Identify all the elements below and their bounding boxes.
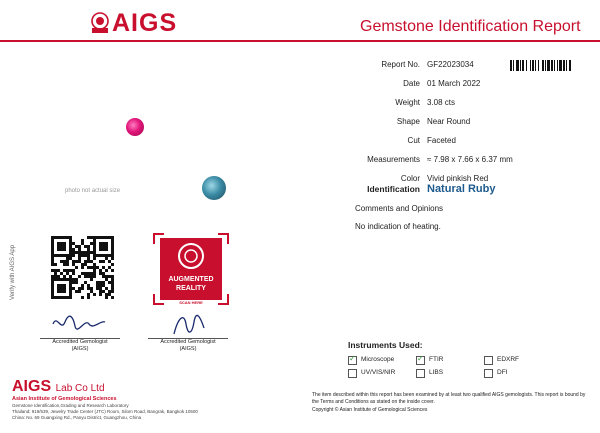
- footer-tagline: Gemstone Identification,Grading and Research Laboratory: [12, 403, 129, 408]
- augmented-reality-badge[interactable]: [152, 232, 230, 306]
- comments-label: Comments and Opinions: [355, 204, 444, 213]
- instrument-label: EDXRF: [497, 356, 520, 363]
- report-title: Gemstone Identification Report: [360, 18, 581, 35]
- field-label: Cut: [407, 136, 420, 145]
- instrument-label: LIBS: [429, 369, 444, 376]
- hologram-sticker: [202, 176, 226, 200]
- field-value: 3.08 cts: [427, 98, 456, 107]
- signature-2: [168, 308, 208, 338]
- instrument-label: UV/VIS/NIR: [361, 369, 396, 376]
- footer-institute: Asian Institute of Gemological Sciences: [12, 396, 117, 402]
- ar-line1: AUGMENTED: [168, 276, 214, 283]
- barcode: [510, 60, 590, 71]
- field-label: Shape: [396, 117, 420, 126]
- signature-caption-1: [40, 339, 120, 353]
- instrument-checkbox[interactable]: [348, 356, 357, 365]
- field-value: ≈ 7.98 x 7.66 x 6.37 mm: [427, 155, 513, 164]
- signature-caption-2: [148, 339, 228, 353]
- signature-org-2: (AIGS): [179, 345, 197, 352]
- field-value: 01 March 2022: [427, 79, 481, 88]
- footer-china: China: No. 69 Guangxing Rd., Panyu District, Guangzhou, China: [12, 415, 142, 420]
- instruments-title: Instruments Used:: [348, 340, 423, 350]
- comments-value: No indication of heating.: [355, 222, 441, 231]
- field-label: Weight: [395, 98, 420, 107]
- gemstone-photo: [126, 118, 144, 136]
- photo-note: photo not actual size: [65, 188, 121, 194]
- instrument-checkbox[interactable]: [416, 369, 425, 378]
- instrument-label: Microscope: [361, 356, 395, 363]
- identification-label: Identification: [367, 184, 420, 194]
- verify-text: Verify with AIGS App: [10, 244, 16, 300]
- field-label: Measurements: [367, 155, 420, 164]
- instrument-label: FTIR: [429, 356, 444, 363]
- field-value: GF22023034: [427, 60, 474, 69]
- instrument-label: DFI: [497, 369, 508, 376]
- field-value: Faceted: [427, 136, 456, 145]
- footer-logo-suffix: Lab Co Ltd: [55, 383, 105, 394]
- signature-org-1: (AIGS): [71, 345, 89, 352]
- ar-line2: REALITY: [176, 285, 206, 292]
- instrument-checkbox[interactable]: [484, 369, 493, 378]
- field-value: Vivid pinkish Red: [427, 174, 489, 183]
- aigs-seal-icon: [90, 12, 110, 34]
- footer-logo-text: AIGS: [12, 378, 52, 395]
- disclaimer: The item described within this report has been examined by at least two qualified AIGS gemologists. This report is bound by the Terms and Conditions as stated on the inside cover.: [312, 392, 586, 405]
- field-label: Color: [400, 174, 420, 183]
- identification-value: Natural Ruby: [427, 183, 496, 195]
- signature-1: [45, 310, 115, 336]
- field-value: Near Round: [427, 117, 471, 126]
- footer-thailand: Thailand: 919/539, Jewelry Trade Center (JTC) Room, Silom Road, Bangrak, Bangkok 10500: [12, 409, 198, 414]
- field-label: Report No.: [381, 60, 420, 69]
- instrument-checkbox[interactable]: [416, 356, 425, 365]
- footer-logo: [12, 378, 105, 396]
- qr-code[interactable]: [51, 236, 114, 299]
- signature-title-1: Accredited Gemologist: [52, 339, 108, 345]
- field-label: Date: [403, 79, 420, 88]
- copyright: Copyright © Asian Institute of Gemological Sciences: [312, 407, 428, 413]
- instrument-checkbox[interactable]: [348, 369, 357, 378]
- aigs-logo: AIGS: [112, 9, 178, 37]
- instrument-checkbox[interactable]: [484, 356, 493, 365]
- header-divider: [0, 40, 600, 42]
- ar-scan: SCAN HERE: [179, 300, 203, 305]
- signature-title-2: Accredited Gemologist: [160, 339, 216, 345]
